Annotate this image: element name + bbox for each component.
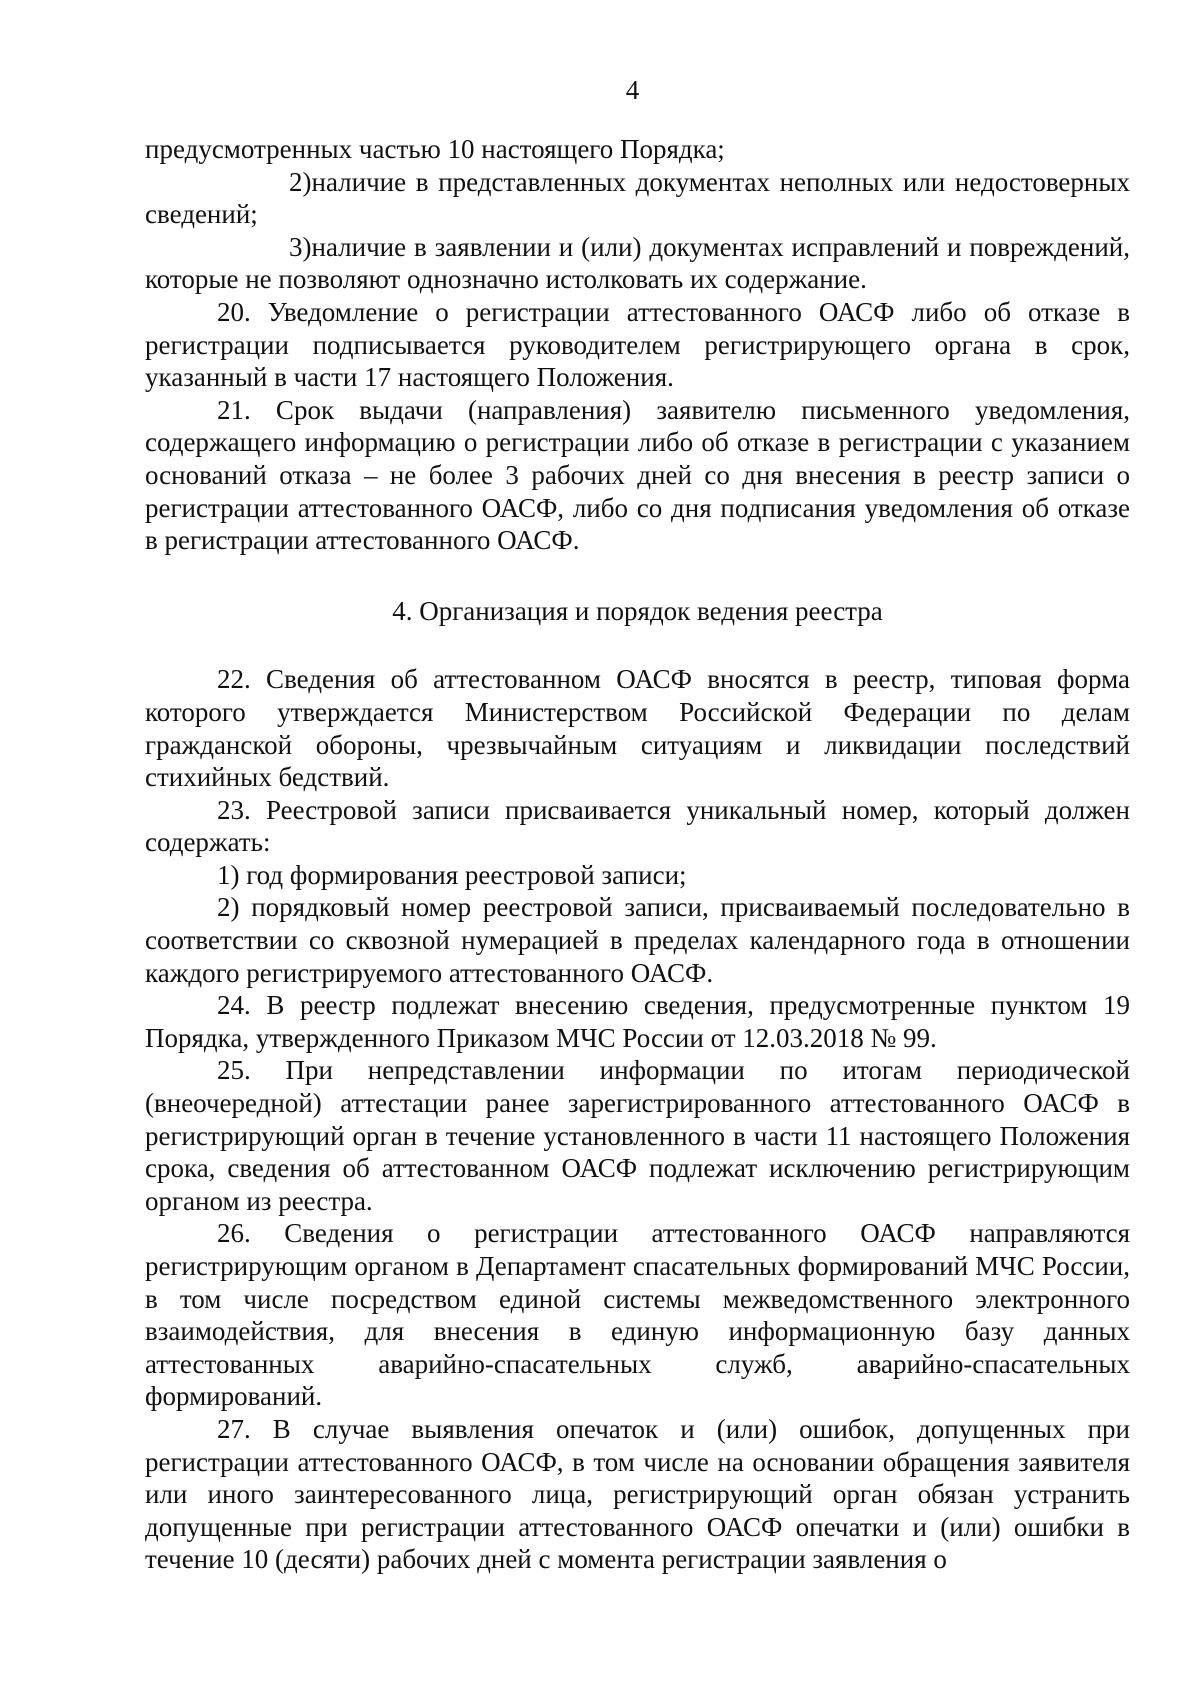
paragraph-26: 26. Сведения о регистрации аттестованного ОАСФ направляются регистрирующим органом в Департамент спасательных формирований МЧС России, в том числе посредством единой системы межведомственного электронного взаимодействия, для внесения в единую информационную базу данных аттестованных аварийно-спасательных служб, аварийно-спасательных формирований. [145, 1218, 1130, 1412]
list-item-number: 2) [289, 166, 312, 197]
list-item-3 [145, 231, 1130, 296]
paragraph-23-item-2: 2) порядковый номер реестровой записи, присваиваемый последовательно в соответствии со сквозной нумерацией в пределах календарного года в отношении каждого регистрируемого аттестованного ОАСФ. [145, 892, 1130, 988]
paragraph-23-item-1: 1) год формирования реестровой записи; [217, 859, 687, 890]
paragraph-23: 23. Реестровой записи присваивается уникальный номер, который должен содержать: [145, 794, 1130, 858]
list-item-text: наличие в заявлении и (или) документах исправлений и повреждений, которые не позволяют однозначно истолковать их содержание. [145, 231, 1130, 295]
paragraph-20: 20. Уведомление о регистрации аттестованного ОАСФ либо об отказе в регистрации подписывается руководителем регистрирующего органа в срок, указанный в части 17 настоящего Положения. [145, 296, 1130, 393]
page-number: 4 [625, 75, 640, 105]
paragraph-27: 27. В случае выявления опечаток и (или) ошибок, допущенных при регистрации аттестованного ОАСФ, в том числе на основании обращения заявителя или иного заинтересованного лица, регистрирующий орган обязан устранить допущенные при регистрации аттестованного ОАСФ опечатки и (или) ошибки в течение 10 (десяти) рабочих дней с момента регистрации заявления о [145, 1413, 1130, 1575]
paragraph-22: 22. Сведения об аттестованном ОАСФ вносятся в реестр, типовая форма которого утверждается Министерством Российской Федерации по делам гражданской обороны, чрезвычайным ситуациям и ликвидации последствий стихийных бедствий. [145, 664, 1130, 793]
document-body [145, 133, 1130, 1576]
list-item-number: 3) [289, 231, 312, 262]
paragraph-continuation: предусмотренных частью 10 настоящего Порядка; [145, 134, 725, 164]
paragraph-21: 21. Срок выдачи (направления) заявителю письменного уведомления, содержащего информацию о регистрации либо об отказе в регистрации с указанием оснований отказа – не более 3 рабочих дней со дня внесения в реестр записи о регистрации аттестованного ОАСФ, либо со дня подписания уведомления об отказе в регистрации аттестованного ОАСФ. [145, 394, 1130, 556]
section-heading: 4. Организация и порядок ведения реестра [392, 595, 883, 626]
list-item-2 [145, 166, 1130, 231]
paragraph-25: 25. При непредставлении информации по итогам периодической (внеочередной) аттестации ранее зарегистрированного аттестованного ОАСФ в регистрирующий орган в течение установленного в части 11 настоящего Положения срока, сведения об аттестованном ОАСФ подлежат исключению регистрирующим органом из реестра. [145, 1055, 1130, 1216]
list-item-text: наличие в представленных документах неполных или недостоверных сведений; [145, 166, 1130, 230]
paragraph-24: 24. В реестр подлежат внесению сведения, предусмотренные пунктом 19 Порядка, утвержденного Приказом МЧС России от 12.03.2018 № 99. [145, 990, 1130, 1053]
